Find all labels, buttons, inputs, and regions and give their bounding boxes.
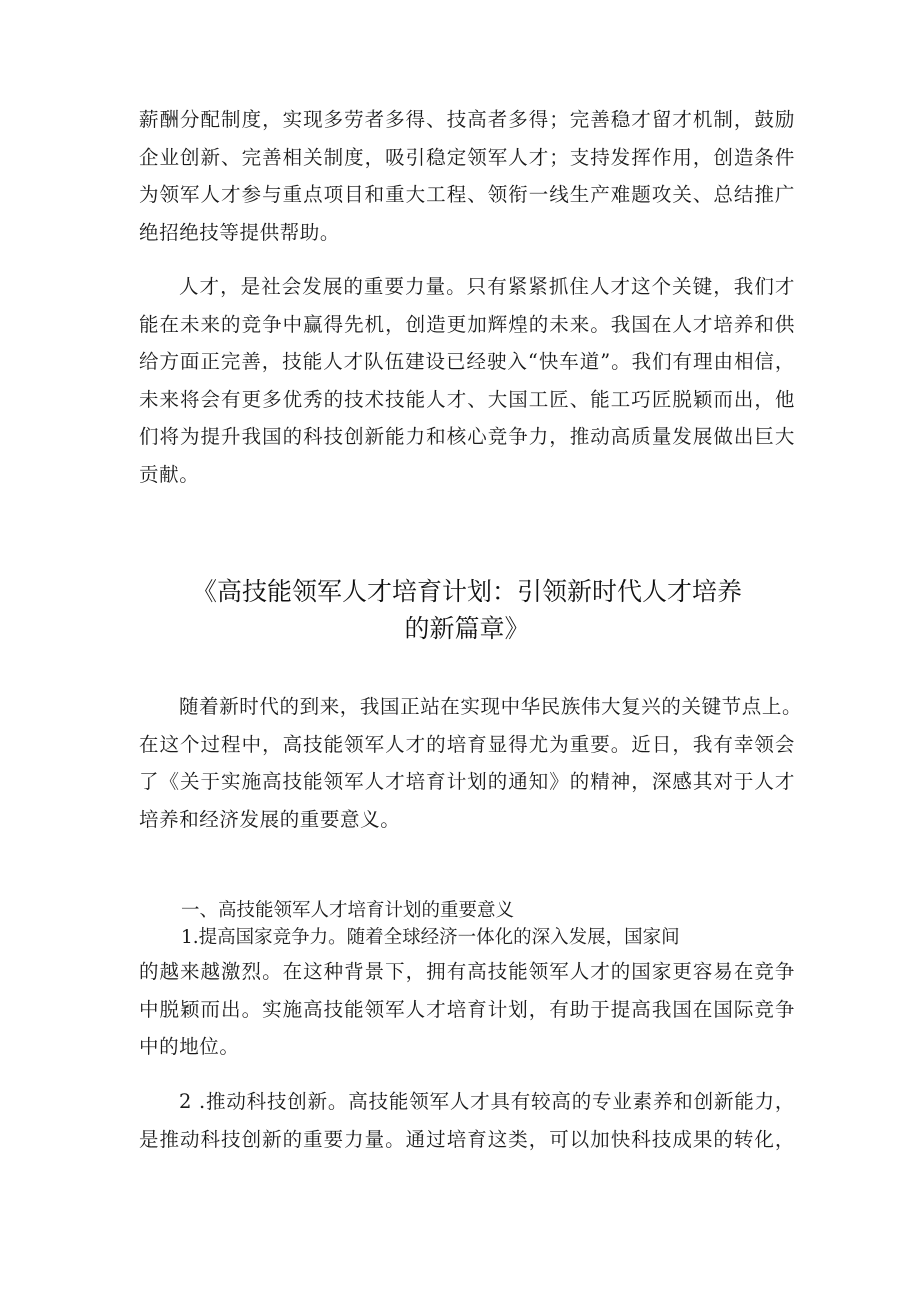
text-line: 贡献。 [139, 462, 200, 486]
text-line: 未来将会有更多优秀的技术技能人才、大国工匠、能工巧匠脱颖而出，他 [139, 387, 795, 411]
text-line: 的越来越激烈。在这种背景下，拥有高技能领军人才的国家更容易在竞争 [139, 960, 795, 983]
text-line: 中的地位。 [139, 1035, 240, 1058]
text-line: 们将为提升我国的科技创新能力和核心竞争力，推动高质量发展做出巨大 [139, 425, 795, 448]
text-line: 中脱颖而出。实施高技能领军人才培育计划，有助于提高我国在国际竞争 [139, 997, 795, 1021]
paragraph-item-2 [139, 1083, 795, 1158]
text-line: 绝招绝技等提供帮助。 [139, 220, 341, 244]
paragraph-salary-system [139, 101, 795, 251]
text-line: 薪酬分配制度，实现多劳者多得、技高者多得；完善稳才留才机制，鼓励 [139, 108, 795, 131]
text-line: 人才，是社会发展的重要力量。只有紧紧抓住人才这个关键，我们才 [179, 275, 795, 298]
text-line: 是推动科技创新的重要力量。通过培育这类，可以加快科技成果的转化， [139, 1127, 795, 1151]
paragraph-item-1 [139, 953, 795, 1066]
text-line: 随着新时代的到来，我国正站在实现中华民族伟大复兴的关键节点上。 [179, 695, 803, 718]
text-line: 为领军人才参与重点项目和重大工程、领衔一线生产难题攻关、总结推广 [139, 183, 795, 206]
item-1-first-line: 1.提高国家竞争力。随着全球经济一体化的深入发展，国家间 [181, 927, 680, 948]
text-line: 培养和经济发展的重要意义。 [139, 807, 401, 831]
paragraph-talent-importance [139, 268, 795, 493]
text-line: 2 .推动科技创新。高技能领军人才具有较高的专业素养和创新能力， [179, 1090, 795, 1113]
article-title [139, 573, 795, 647]
text-line: 企业创新、完善相关制度，吸引稳定领军人才；支持发挥作用，创造条件 [139, 145, 795, 169]
title-line: 《高技能领军人才培育计划：引领新时代人才培养 [191, 577, 742, 606]
text-line: 了《关于实施高技能领军人才培育计划的通知》的精神，深感其对于人才 [139, 770, 795, 793]
section-heading: 一、高技能领军人才培育计划的重要意义 [181, 900, 515, 921]
text-line: 能在未来的竞争中赢得先机，创造更加辉煌的未来。我国在人才培养和供 [139, 312, 795, 336]
text-line: 给方面正完善，技能人才队伍建设已经驶入“快车道”。我们有理由相信， [139, 350, 795, 373]
paragraph-intro [139, 688, 803, 838]
text-line: 在这个过程中，高技能领军人才的培育显得尤为重要。近日，我有幸领会 [139, 732, 795, 756]
title-line: 的新篇章》 [404, 614, 530, 643]
